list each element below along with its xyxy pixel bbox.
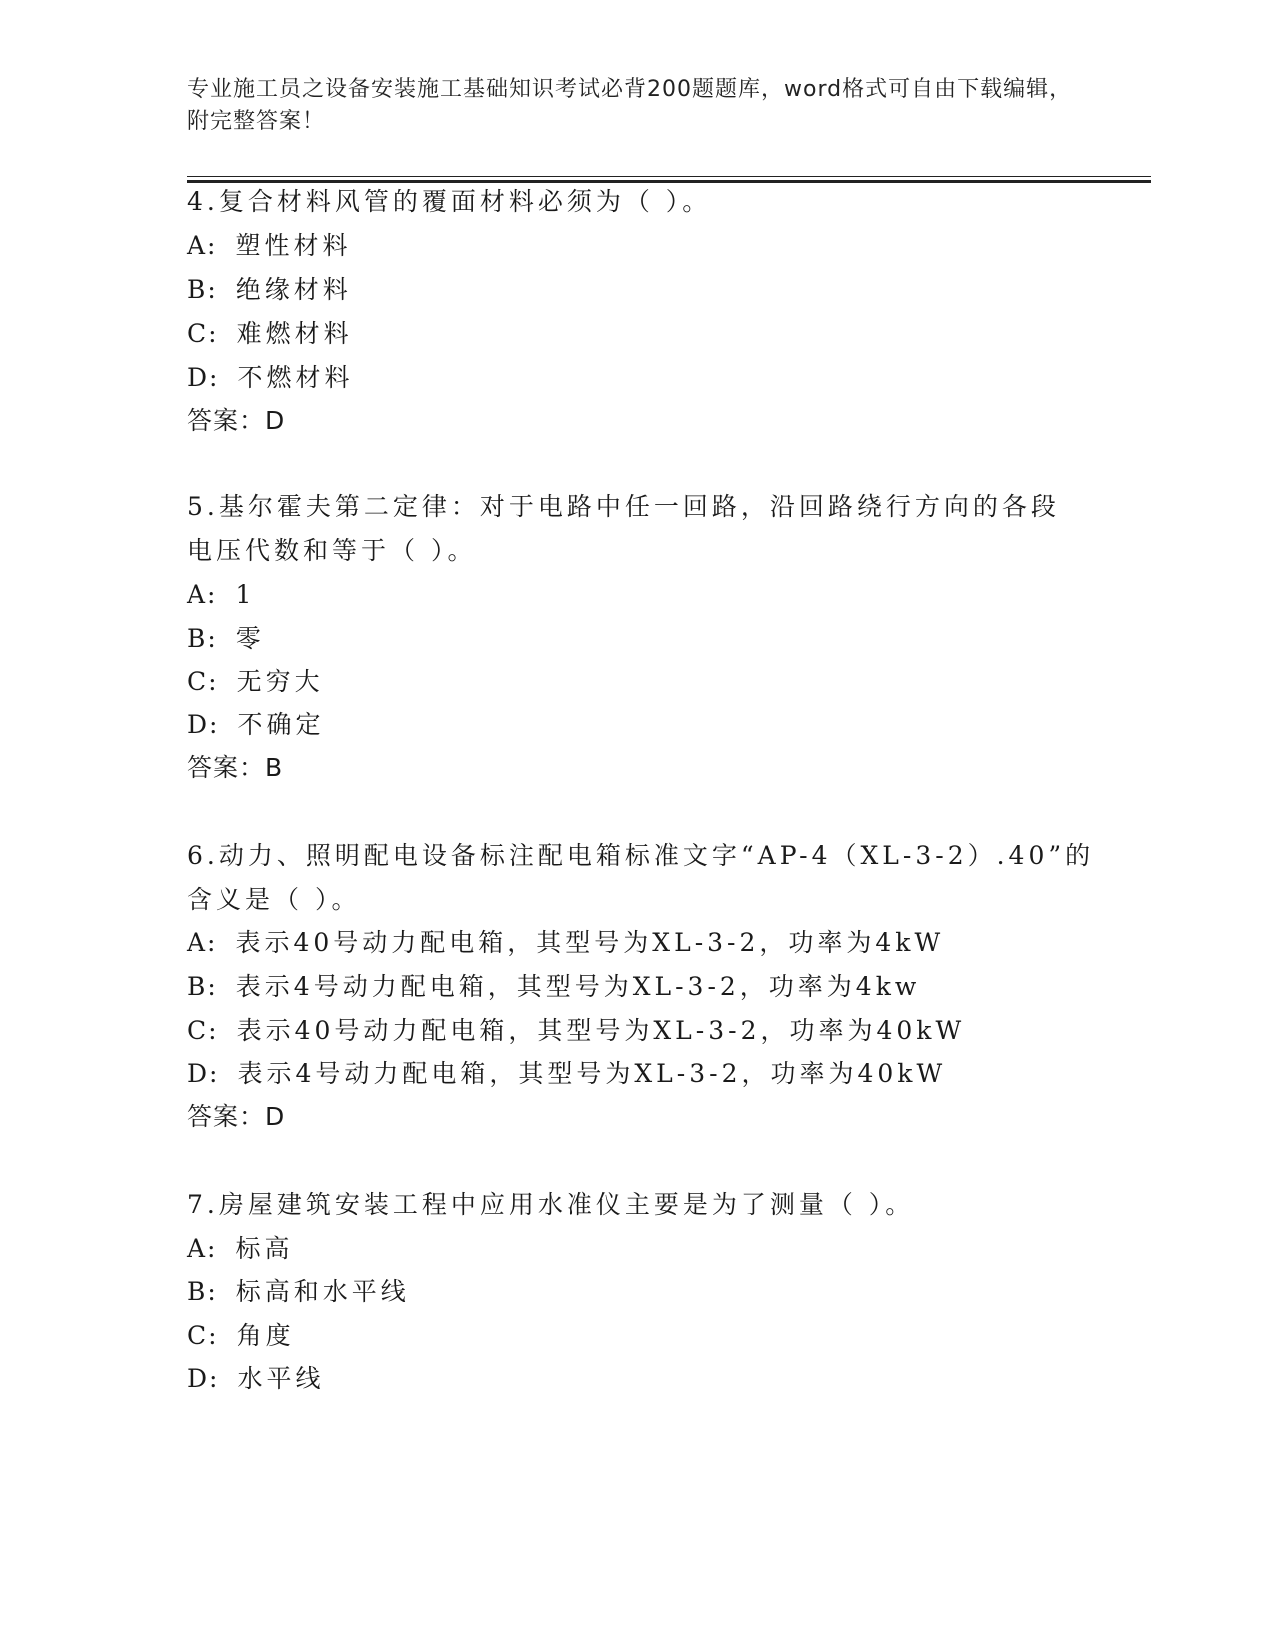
option-letter: B:: [187, 275, 218, 304]
question-5-option-b: [187, 616, 265, 662]
document-header: 专业施工员之设备安装施工基础知识考试必背200题题库，word格式可自由下载编辑，附完整答案！: [187, 77, 1073, 134]
option-text: 标高和水平线: [235, 1277, 410, 1306]
option-text: 不燃材料: [237, 363, 354, 392]
option-letter: B:: [187, 624, 218, 653]
option-text: 不确定: [237, 710, 325, 739]
question-5-option-c: [187, 659, 324, 705]
option-text: 绝缘材料: [235, 275, 352, 304]
question-6-text-line2: 含义是（ ）。: [187, 885, 361, 914]
question-6-text-line1: 6.动力、照明配电设备标注配电箱标准文字“AP-4（XL-3-2）.40”的: [187, 841, 1095, 870]
question-4-option-a: [187, 223, 352, 269]
question-4-answer: 答案：D: [187, 406, 286, 435]
option-letter: A:: [187, 1234, 218, 1263]
question-6-option-d: [187, 1051, 946, 1097]
option-letter: C:: [187, 319, 219, 348]
option-letter: D:: [187, 1059, 220, 1088]
question-4-option-b: [187, 267, 352, 313]
option-text: 角度: [236, 1321, 295, 1350]
option-letter: D:: [187, 710, 220, 739]
option-letter: C:: [187, 1321, 219, 1350]
option-letter: C:: [187, 667, 219, 696]
option-text: 表示4号动力配电箱，其型号为XL-3-2，功率为4kw: [235, 972, 921, 1001]
option-text: 无穷大: [236, 667, 324, 696]
question-6-option-a: [187, 920, 944, 966]
option-letter: A:: [187, 580, 218, 609]
option-letter: B:: [187, 1277, 218, 1306]
question-4-option-c: [187, 311, 353, 357]
option-text: 表示40号动力配电箱，其型号为XL-3-2，功率为40kW: [236, 1016, 966, 1045]
question-4-option-d: [187, 355, 353, 401]
option-letter: B:: [187, 972, 218, 1001]
header-divider-thin: [187, 176, 1151, 177]
option-letter: D:: [187, 1364, 220, 1393]
option-text: 表示4号动力配电箱，其型号为XL-3-2，功率为40kW: [237, 1059, 947, 1088]
question-7-text: 7.房屋建筑安装工程中应用水准仪主要是为了测量（ ）。: [187, 1190, 915, 1219]
question-5-option-d: [187, 702, 324, 748]
question-7-option-b: [187, 1269, 410, 1315]
question-6-option-c: [187, 1008, 965, 1054]
question-6-option-b: [187, 964, 920, 1010]
option-text: 标高: [235, 1234, 294, 1263]
question-7-option-c: [187, 1313, 295, 1359]
option-letter: C:: [187, 1016, 219, 1045]
option-text: 塑性材料: [235, 231, 352, 260]
option-text: 难燃材料: [236, 319, 353, 348]
option-text: 水平线: [237, 1364, 325, 1393]
question-5-answer: 答案：B: [187, 753, 284, 782]
question-5-text-line2: 电压代数和等于（ ）。: [187, 536, 477, 565]
question-7-option-a: [187, 1226, 294, 1272]
option-letter: A:: [187, 928, 218, 957]
option-text: 表示40号动力配电箱，其型号为XL-3-2，功率为4kW: [235, 928, 945, 957]
option-letter: D:: [187, 363, 220, 392]
option-text: 1: [235, 580, 256, 609]
question-6-answer: 答案：D: [187, 1102, 286, 1131]
option-text: 零: [235, 624, 265, 653]
question-5-text-line1: 5.基尔霍夫第二定律：对于电路中任一回路，沿回路绕行方向的各段: [187, 492, 1060, 521]
question-7-option-d: [187, 1356, 324, 1402]
option-letter: A:: [187, 231, 218, 260]
question-4-text: 4.复合材料风管的覆面材料必须为（ ）。: [187, 187, 712, 216]
question-5-option-a: [187, 572, 255, 618]
